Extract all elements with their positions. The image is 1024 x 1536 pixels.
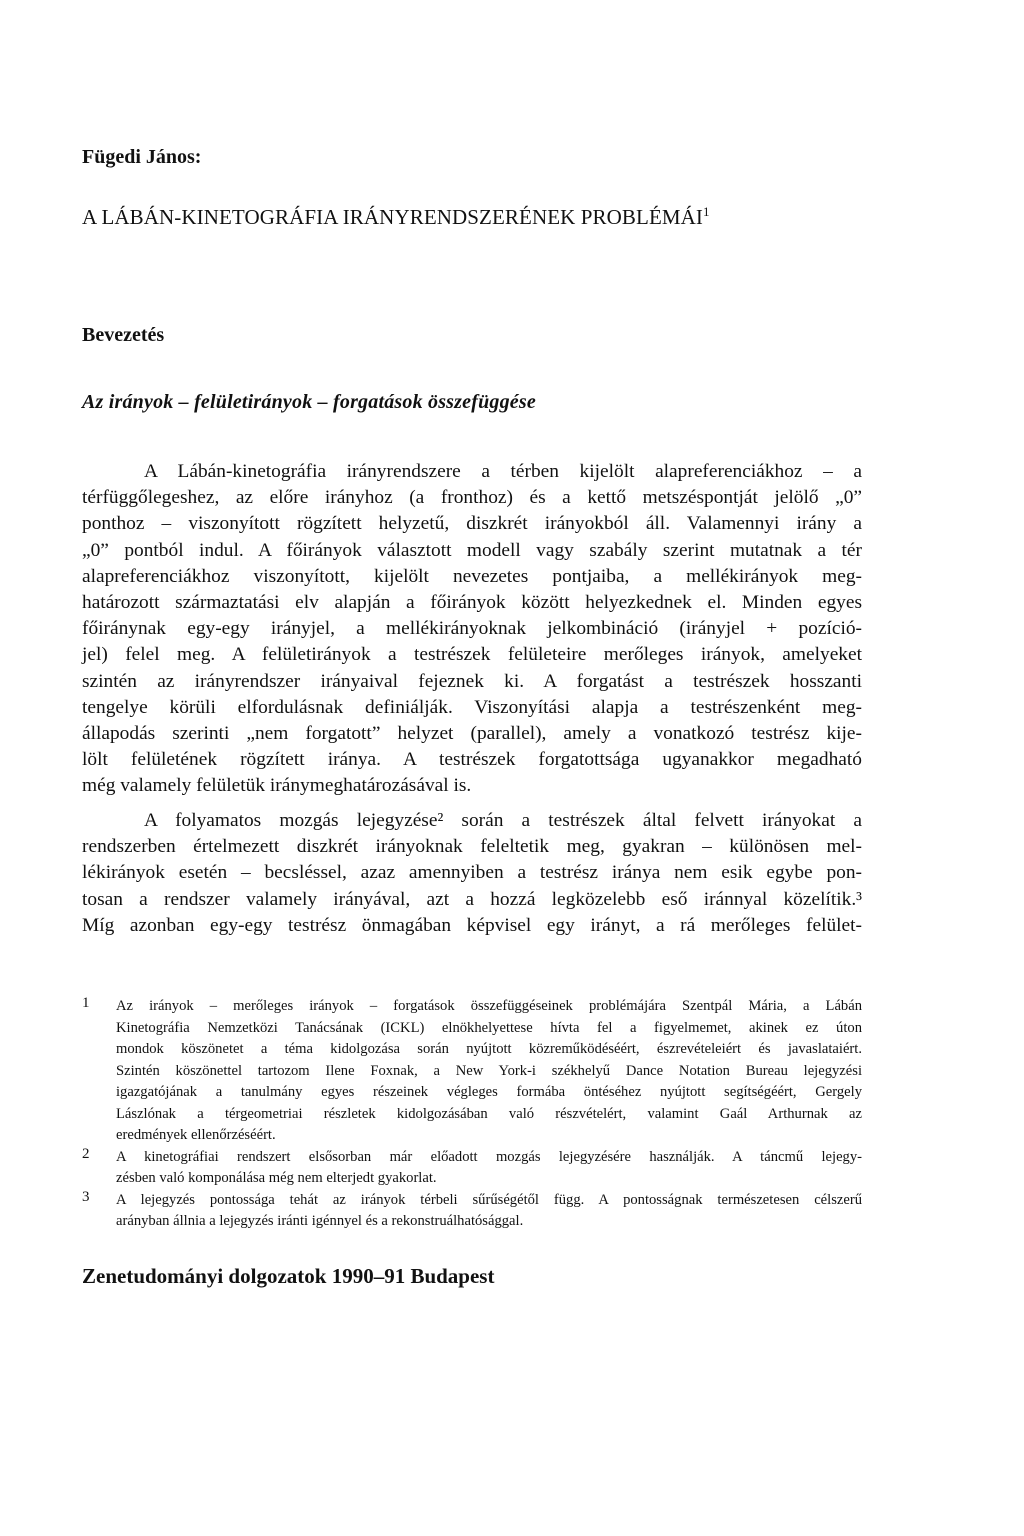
paragraph-line: még valamely felületük iránymeghatározásával is. [82,775,472,797]
article-title-text: A LÁBÁN-KINETOGRÁFIA IRÁNYRENDSZERÉNEK PROBLÉMÁI [82,205,703,229]
footnotes [82,996,862,1233]
paragraph-line: lékirányok esetén – becsléssel, azaz amennyiben a testrész iránya nem esik egybe pon- [82,862,862,884]
title-footnote-ref: 1 [703,204,710,219]
paragraph-2 [82,808,862,939]
footnote-line: eredmények ellenőrzéséért. [116,1127,276,1143]
paragraph-line: jel) felel meg. A felületirányok a testrészek felületeire merőleges irányok, amelyeket [82,644,862,666]
paragraph-line: szintén az irányrendszer irányaival fejeznek ki. A forgatást a testrészek hosszanti [82,670,862,692]
footnote-line: A lejegyzés pontossága tehát az irányok térbeli sűrűségétől függ. A pontosságnak természetesen célszerű [116,1191,862,1208]
paragraph-line: A Lábán-kinetográfia irányrendszere a térben kijelölt alapreferenciákhoz – a [144,461,862,482]
paragraph-line: térfüggőlegeshez, az előre irányhoz (a fronthoz) és a kettő metszéspontját jelölő „0” [82,487,862,509]
footnote-line: mondok köszönetet a téma kidolgozása során nyújtott közreműködéséért, észrevételeiért és javaslataiért. [116,1041,862,1057]
paragraph-line: lölt felületének rögzített iránya. A testrészek forgatottsága ugyanakkor megadható [82,749,862,771]
author-name: Fügedi János: [82,146,202,168]
footnote-3 [82,1190,862,1233]
section-heading: Bevezetés [82,324,165,346]
paragraph-line: főiránynak egy-egy irányjel, a mellékirányoknak jelkombináció (irányjel + pozíció- [82,618,862,640]
article-title [82,204,710,230]
footnote-line: Lászlónak a térgeometriai részletek kidolgozásában való részvételért, valamint Gaál Arthurnak az [116,1105,862,1122]
footnote-line: arányban állnia a lejegyzés iránti igénnyel és a rekonstruálhatósággal. [116,1213,524,1229]
footnote-line: Szintén köszönettel tartozom Ilene Foxnak, a New York-i székhelyű Dance Notation Bureau lejegyzési [116,1062,862,1079]
footnote-line: Az irányok – merőleges irányok – forgatások összefüggéseinek problémájára Szentpál Mária, a Lábán [116,998,862,1014]
footnote-number: 3 [82,1188,90,1205]
paragraph-line: ponthoz – viszonyított rögzített helyzetű, diszkrét irányokból áll. Valamennyi irány a [82,513,862,535]
paragraph-line: alapreferenciákhoz viszonyított, kijelölt nevezetes pontjaiba, a mellékirányok meg- [82,565,862,587]
subsection-heading: Az irányok – felületirányok – forgatások összefüggése [82,391,536,413]
paragraph-line: tosan a rendszer valamely irányával, azt a hozzá legközelebb eső iránnyal közelítik.³ [82,888,862,910]
paragraph-line: állapodás szerinti „nem forgatott” helyzet (parallel), amely a vonatkozó testrész kije- [82,722,862,744]
paragraph-line: rendszerben értelmezett diszkrét irányoknak feleltetik meg, gyakran – különösen mel- [82,836,862,858]
footnote-number: 2 [82,1145,90,1162]
paragraph-line: határozott származtatási elv alapján a főirányok között helyezkednek el. Minden egyes [82,591,862,613]
paragraph-line: tengelye körüli elfordulásnak definiálják. Viszonyítási alapja a testrészenként meg- [82,696,862,718]
footnote-number: 1 [82,995,90,1011]
paragraph-1 [82,459,862,799]
footnote-line: zésben való komponálása még nem elterjedt gyakorlat. [116,1170,437,1186]
footnote-line: igazgatójának a tanulmány egyes részeinek végleges formába öntéséhez nyújtott segítségéért, Gergely [116,1084,862,1100]
footnote-1 [82,996,862,1147]
paragraph-line: „0” pontból indul. A főirányok választott modell vagy szabály szerint mutatnak a tér [82,539,862,561]
paragraph-line: A folyamatos mozgás lejegyzése² során a testrészek által felvett irányokat a [144,810,862,831]
footnote-line: A kinetográfiai rendszert elsősorban már előadott mozgás lejegyzésére használják. A táncmű lejegy- [116,1148,862,1165]
footnote-line: Kinetográfia Nemzetközi Tanácsának (ICKL) elnökhelyettese hívta fel a figyelmemet, akinek ez úton [116,1019,862,1036]
journal-footer: Zenetudományi dolgozatok 1990–91 Budapest [82,1264,495,1288]
paragraph-line: Míg azonban egy-egy testrész önmagában képvisel egy irányt, a rá merőleges felület- [82,914,862,936]
footnote-2 [82,1147,862,1190]
